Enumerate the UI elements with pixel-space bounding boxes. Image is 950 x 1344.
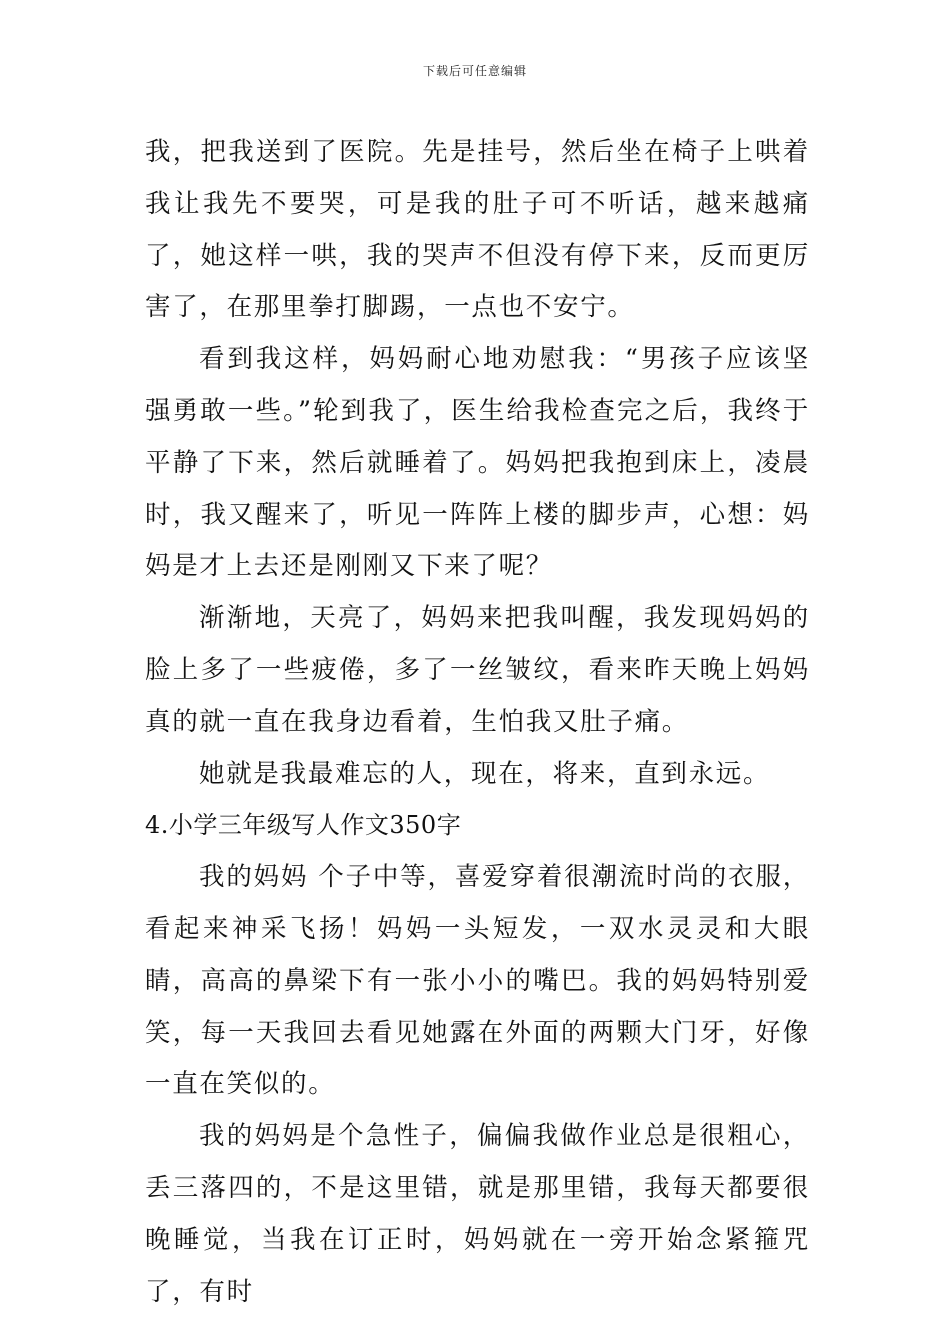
section-heading: 4.小学三年级写人作文350字 — [145, 811, 462, 840]
document-body — [145, 127, 810, 1318]
paragraph-5: 我的妈妈 个子中等，喜爱穿着很潮流时尚的衣服，看起来神采飞扬！妈妈一头短发，一双水灵灵和大眼睛，高高的鼻梁下有一张小小的嘴巴。我的妈妈特别爱笑，每一天我回去看见她露在外面的两颗大门牙，好像一直在笑似的。 — [145, 862, 810, 1100]
paragraph-6: 我的妈妈是个急性子，偏偏我做作业总是很粗心，丢三落四的，不是这里错，就是那里错，我每天都要很晚睡觉，当我在订正时，妈妈就在一旁开始念紧箍咒了，有时 — [145, 1121, 810, 1307]
paragraph-4: 她就是我最难忘的人，现在，将来，直到永远。 — [199, 758, 771, 789]
paragraph-2: 看到我这样，妈妈耐心地劝慰我：“男孩子应该坚强勇敢一些。”轮到我了，医生给我检查完之后，我终于平静了下来，然后就睡着了。妈妈把我抱到床上，凌晨时，我又醒来了，听见一阵阵上楼的脚步声，心想：妈妈是才上去还是刚刚又下来了呢？ — [145, 344, 810, 582]
page-header: 下载后可任意编辑 — [422, 64, 527, 78]
paragraph-3: 渐渐地，天亮了，妈妈来把我叫醒，我发现妈妈的脸上多了一些疲倦，多了一丝皱纹，看来昨天晚上妈妈真的就一直在我身边看着，生怕我又肚子痛。 — [145, 603, 810, 737]
paragraph-1: 我，把我送到了医院。先是挂号，然后坐在椅子上哄着我让我先不要哭，可是我的肚子可不听话，越来越痛了，她这样一哄，我的哭声不但没有停下来，反而更厉害了，在那里拳打脚踢，一点也不安宁。 — [145, 137, 810, 323]
